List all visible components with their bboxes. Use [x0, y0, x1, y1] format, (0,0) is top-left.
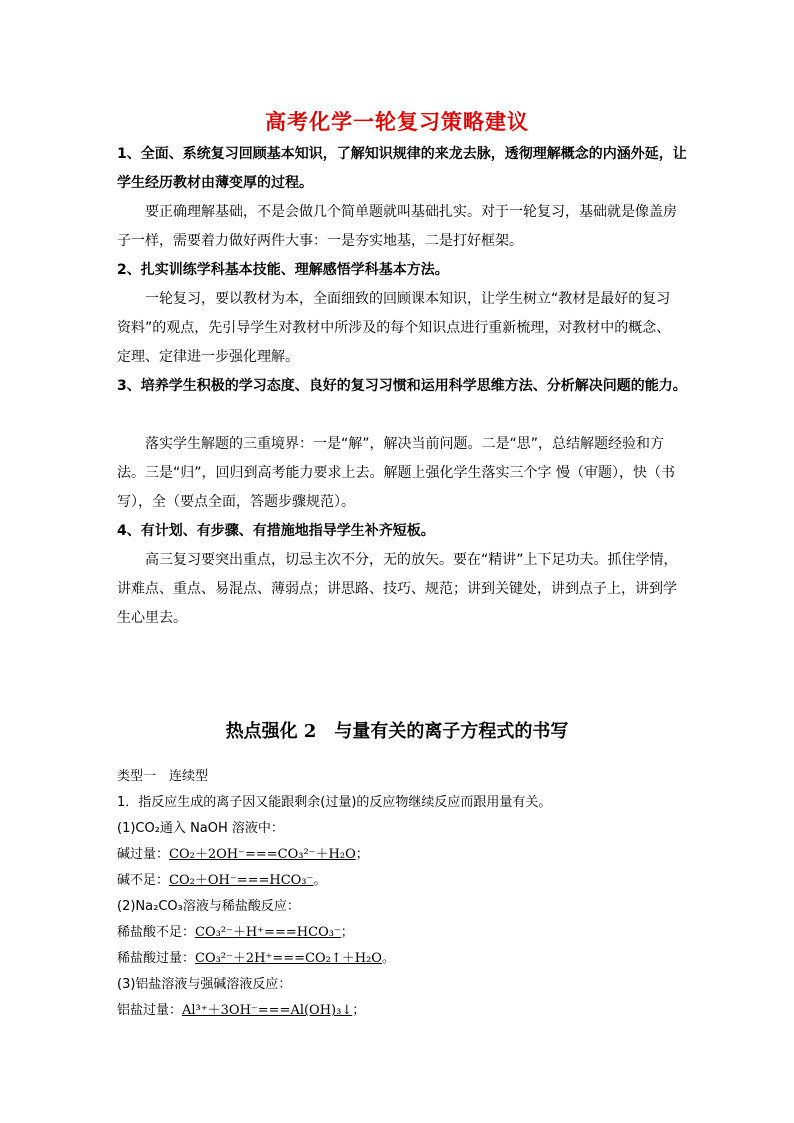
point-4-heading: 4、有计划、有步骤、有措施地指导学生补齐短板。 [117, 523, 435, 539]
point-3-body: 落实学生解题的三重境界：一是“解”，解决当前问题。二是“思”，总结解题经验和方法。三是“归”，回归到高考能力要求上去。解题上强化学生落实三个字 慢（审题），快（书写），全（要点全面，答题步骤规范）。 [117, 436, 675, 510]
ionic-equation: Al³⁺＋3OH⁻===Al(OH)₃↓ [182, 1003, 353, 1018]
case-1-line-b [117, 871, 326, 891]
ionic-equation: CO₂＋OH⁻===HCO₃⁻ [169, 873, 314, 888]
case-1-line-a [117, 845, 369, 865]
page-title: 高考化学一轮复习策略建议 [265, 110, 529, 134]
point-4-body: 高三复习要突出重点，切忌主次不分，无的放矢。要在“精讲”上下足功夫。抓住学情，讲难点、重点、易混点、薄弱点；讲思路、技巧、规范；讲到关键处，讲到点子上，讲到学生心里去。 [117, 552, 678, 626]
punctuation: 。 [313, 873, 327, 888]
item-1: 1．指反应生成的离子因又能跟剩余(过量)的反应物继续反应而跟用量有关。 [117, 795, 552, 810]
ionic-equation: CO₃²⁻＋H⁺===HCO₃⁻ [195, 925, 341, 940]
case-2-line-b [117, 949, 395, 969]
case-2-title: (2)Na₂CO₃溶液与稀盐酸反应： [117, 899, 300, 914]
condition-label: 碱不足： [117, 873, 170, 888]
punctuation: ； [355, 847, 369, 862]
point-3-heading: 3、培养学生积极的学习态度、良好的复习习惯和运用科学思维方法、分析解决问题的能力。 [117, 378, 687, 394]
condition-label: 碱过量： [117, 847, 170, 862]
condition-label: 稀盐酸不足： [117, 925, 196, 940]
ionic-equation: CO₂＋2OH⁻===CO₃²⁻＋H₂O [169, 847, 356, 862]
punctuation: ； [352, 1003, 366, 1018]
point-2-body: 一轮复习，要以教材为本，全面细致的回顾课本知识，让学生树立“教材是最好的复习资料”的观点，先引导学生对教材中所涉及的每个知识点进行重新梳理，对教材中的概念、定理、定律进一步强化理解。 [117, 291, 671, 365]
point-2-heading: 2、扎实训练学科基本技能、理解感悟学科基本方法。 [117, 262, 449, 278]
section-heading: 热点强化 2 与量有关的离子方程式的书写 [225, 721, 569, 742]
type-label: 类型一 连续型 [117, 769, 209, 784]
condition-label: 稀盐酸过量： [117, 951, 196, 966]
ionic-equation: CO₃²⁻＋2H⁺===CO₂↑＋H₂O [195, 951, 382, 966]
case-3-line-a [117, 1001, 365, 1021]
case-2-line-a [117, 923, 354, 943]
point-1-body: 要正确理解基础，不是会做几个简单题就叫基础扎实。对于一轮复习，基础就是像盖房子一样，需要着力做好两件大事：一是夯实地基，二是打好框架。 [117, 204, 677, 249]
point-1-heading: 1、全面、系统复习回顾基本知识，了解知识规律的来龙去脉，透彻理解概念的内涵外延，让学生经历教材由薄变厚的过程。 [117, 146, 687, 191]
case-1-title: (1)CO₂通入 NaOH 溶液中： [117, 821, 284, 836]
punctuation: ； [340, 925, 354, 940]
punctuation: 。 [381, 951, 395, 966]
case-3-title: (3)铝盐溶液与强碱溶液反应： [117, 977, 292, 992]
condition-label: 铝盐过量： [117, 1003, 183, 1018]
